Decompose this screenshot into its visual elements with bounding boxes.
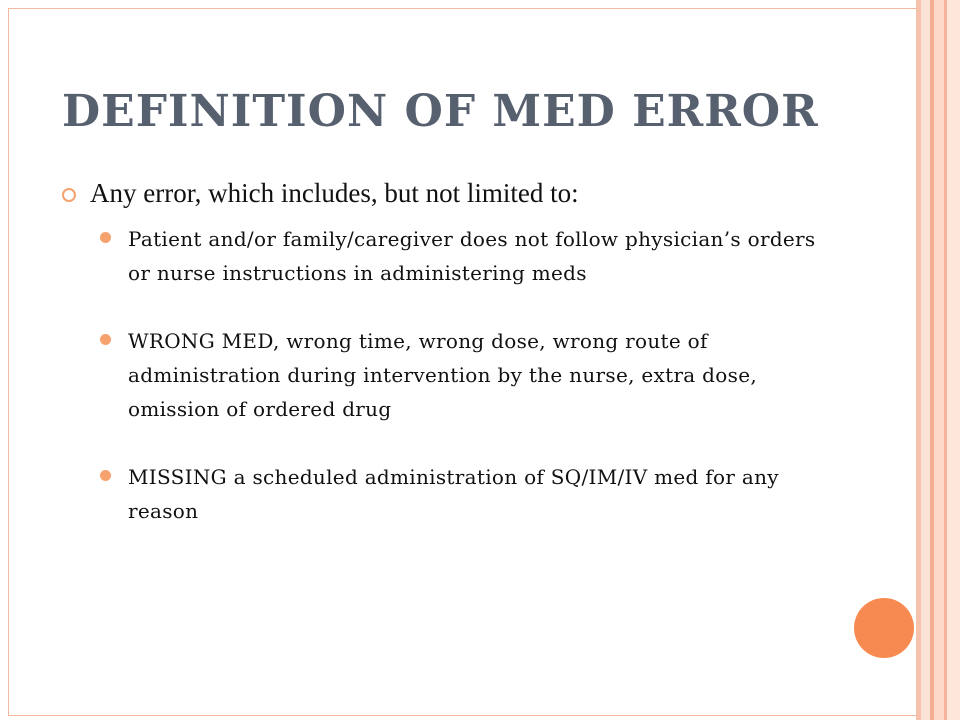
hollow-bullet-icon bbox=[62, 188, 76, 202]
decorative-circle bbox=[854, 598, 914, 658]
decorative-stripes bbox=[916, 0, 960, 720]
filled-bullet-icon bbox=[100, 470, 111, 481]
filled-bullet-icon bbox=[100, 334, 111, 345]
stripe bbox=[934, 0, 944, 720]
main-bullet-text: Any error, which includes, but not limited to: bbox=[90, 178, 579, 208]
stripe bbox=[947, 0, 960, 720]
sub-bullet-list bbox=[100, 222, 820, 562]
sub-bullet-item bbox=[100, 222, 820, 290]
sub-bullet-item bbox=[100, 460, 820, 528]
sub-bullet-item bbox=[100, 324, 820, 426]
main-bullet bbox=[62, 176, 862, 210]
stripe bbox=[921, 0, 930, 720]
sub-bullet-text: MISSING a scheduled administration of SQ/IM/IV med for any reason bbox=[128, 465, 779, 523]
sub-bullet-text: Patient and/or family/caregiver does not follow physician’s orders or nurse instructions in administering meds bbox=[128, 227, 816, 285]
slide-title: DEFINITION OF MED ERROR bbox=[62, 86, 819, 137]
sub-bullet-text: WRONG MED, wrong time, wrong dose, wrong route of administration during intervention by the nurse, extra dose, omission of ordered drug bbox=[128, 329, 757, 421]
filled-bullet-icon bbox=[100, 232, 111, 243]
